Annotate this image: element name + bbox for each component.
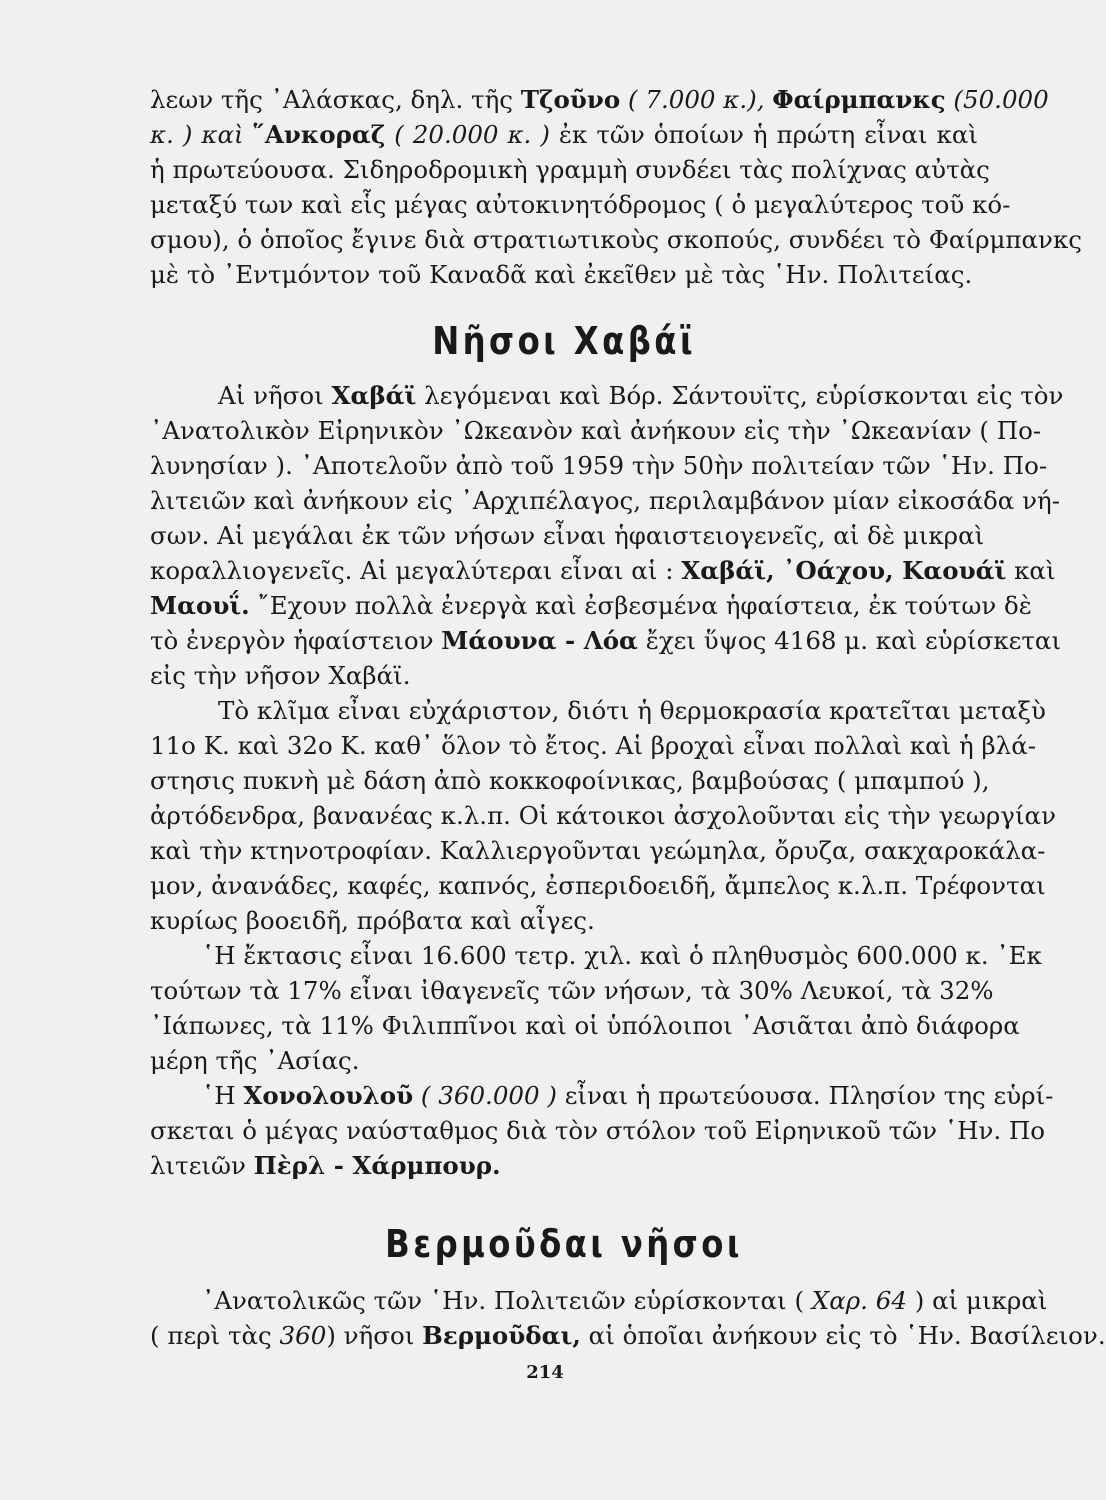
- hawaii-p1-line-8: τὸ ἐνεργὸν ἡφαίστειον Μάουνα - Λόα ἔχει ὕψος 4168 μ. καὶ εὑρίσκεται: [150, 626, 1062, 655]
- hawaii-p2-line-2: 11ο Κ. καὶ 32ο Κ. καθ᾿ ὅλον τὸ ἔτος. Αἱ βροχαὶ εἶναι πολλαὶ καὶ ἡ βλά-: [150, 731, 1037, 760]
- page-body: [150, 82, 1106, 1353]
- bermuda-line-2: ( περὶ τὰς 360) νῆσοι Βερμοῦδαι, αἱ ὁποῖαι ἀνήκουν εἰς τὸ ῾Ην. Βασίλειον.: [150, 1321, 1106, 1350]
- intro-line-2: κ. ) καὶ ῞Ανκοραζ ( 20.000 κ. ) ἐκ τῶν ὁποίων ἡ πρώτη εἶναι καὶ: [150, 120, 978, 149]
- intro-line-1: λεων τῆς ᾿Αλάσκας, δηλ. τῆς Τζοῦνο ( 7.000 κ.), Φαίρμπανκς (50.000: [150, 85, 1049, 114]
- hawaii-p4-line-3: λιτειῶν Πὲρλ - Χάρμπουρ.: [150, 1151, 501, 1180]
- hawaii-p2-line-1: Τὸ κλῖμα εἶναι εὐχάριστον, διότι ἡ θερμοκρασία κρατεῖται μεταξὺ: [218, 696, 1046, 725]
- hawaii-p2-line-5: καὶ τὴν κτηνοτροφίαν. Καλλιεργοῦνται γεώμηλα, ὄρυζα, σακχαροκάλα-: [150, 836, 1046, 865]
- hawaii-p1-line-5: σων. Αἱ μεγάλαι ἐκ τῶν νήσων εἶναι ἡφαιστειογενεῖς, αἱ δὲ μικραὶ: [150, 521, 985, 550]
- bermuda-line-1: ᾿Ανατολικῶς τῶν ῾Ην. Πολιτειῶν εὑρίσκονται ( Χαρ. 64 ) αἱ μικραὶ: [202, 1286, 1048, 1315]
- hawaii-p3-line-3: ᾿Ιάπωνες, τὰ 11% Φιλιππῖνοι καὶ οἱ ὑπόλοιποι ᾿Ασιᾶται ἀπὸ διάφορα: [150, 1011, 1020, 1040]
- hawaii-p4-line-2: σκεται ὁ μέγας ναύσταθμος διὰ τὸν στόλον τοῦ Εἰρηνικοῦ τῶν ῾Ην. Πο: [150, 1116, 1046, 1145]
- hawaii-p1-line-6: κοραλλιογενεῖς. Αἱ μεγαλύτεραι εἶναι αἱ : Χαβάϊ, ᾿Οάχου, Καουάϊ καὶ: [150, 556, 1056, 585]
- hawaii-p2-line-6: μον, ἀνανάδες, καφές, καπνός, ἐσπεριδοειδῆ, ἄμπελος κ.λ.π. Τρέφονται: [150, 871, 1046, 900]
- section-heading-bermuda: Βερμοῦδαι νῆσοι: [385, 1222, 743, 1266]
- hawaii-p1-line-2: ᾿Ανατολικὸν Εἰρηνικὸν ᾿Ωκεανὸν καὶ ἀνήκουν εἰς τὴν ᾿Ωκεανίαν ( Πο-: [150, 416, 1042, 445]
- section-heading-hawaii: Νῆσοι Χαβάϊ: [432, 319, 696, 363]
- hawaii-p1-line-9: εἰς τὴν νῆσον Χαβάϊ.: [150, 661, 411, 690]
- hawaii-p1-line-3: λυνησίαν ). ᾿Αποτελοῦν ἀπὸ τοῦ 1959 τὴν 50ὴν πολιτείαν τῶν ῾Ην. Πο-: [150, 451, 1048, 480]
- intro-line-5: σμου), ὁ ὁποῖος ἔγινε διὰ στρατιωτικοὺς σκοπούς, συνδέει τὸ Φαίρμπανκς: [150, 225, 1082, 254]
- hawaii-p4-line-1: ῾Η Χονολουλοῦ ( 360.000 ) εἶναι ἡ πρωτεύουσα. Πλησίον της εὑρί-: [202, 1081, 1054, 1110]
- hawaii-p2-line-7: κυρίως βοοειδῆ, πρόβατα καὶ αἶγες.: [150, 906, 595, 935]
- hawaii-p3-line-1: ῾Η ἔκτασις εἶναι 16.600 τετρ. χιλ. καὶ ὁ πληθυσμὸς 600.000 κ. ᾿Εκ: [202, 941, 1042, 970]
- hawaii-p3-line-4: μέρη τῆς ᾿Ασίας.: [150, 1046, 360, 1075]
- intro-line-6: μὲ τὸ ᾿Εντμόντον τοῦ Καναδᾶ καὶ ἐκεῖθεν μὲ τὰς ῾Ην. Πολιτείας.: [150, 260, 973, 289]
- hawaii-p1-line-4: λιτειῶν καὶ ἀνήκουν εἰς ᾿Αρχιπέλαγος, περιλαμβάνον μίαν εἰκοσάδα νή-: [150, 486, 1060, 515]
- page-number: 214: [526, 1362, 564, 1383]
- hawaii-p2-line-4: ἀρτόδενδρα, βανανέας κ.λ.π. Οἱ κάτοικοι ἀσχολοῦνται εἰς τὴν γεωργίαν: [150, 801, 1056, 830]
- hawaii-p3-line-2: τούτων τὰ 17% εἶναι ἰθαγενεῖς τῶν νήσων, τὰ 30% Λευκοί, τὰ 32%: [150, 976, 994, 1005]
- hawaii-p1-line-7: Μαουΐ. ῎Εχουν πολλὰ ἐνεργὰ καὶ ἐσβεσμένα ἡφαίστεια, ἐκ τούτων δὲ: [150, 591, 1032, 620]
- hawaii-p2-line-3: στησις πυκνὴ μὲ δάση ἀπὸ κοκκοφοίνικας, βαμβούσας ( μπαμπού ),: [150, 766, 990, 795]
- hawaii-p1-line-1: Αἱ νῆσοι Χαβάϊ λεγόμεναι καὶ Βόρ. Σάντουϊτς, εὑρίσκονται εἰς τὸν: [218, 381, 1064, 410]
- intro-line-3: ἡ πρωτεύουσα. Σιδηροδρομικὴ γραμμὴ συνδέει τὰς πολίχνας αὐτὰς: [150, 155, 990, 184]
- intro-line-4: μεταξύ των καὶ εἷς μέγας αὐτοκινητόδρομος ( ὁ μεγαλύτερος τοῦ κό-: [150, 190, 1011, 219]
